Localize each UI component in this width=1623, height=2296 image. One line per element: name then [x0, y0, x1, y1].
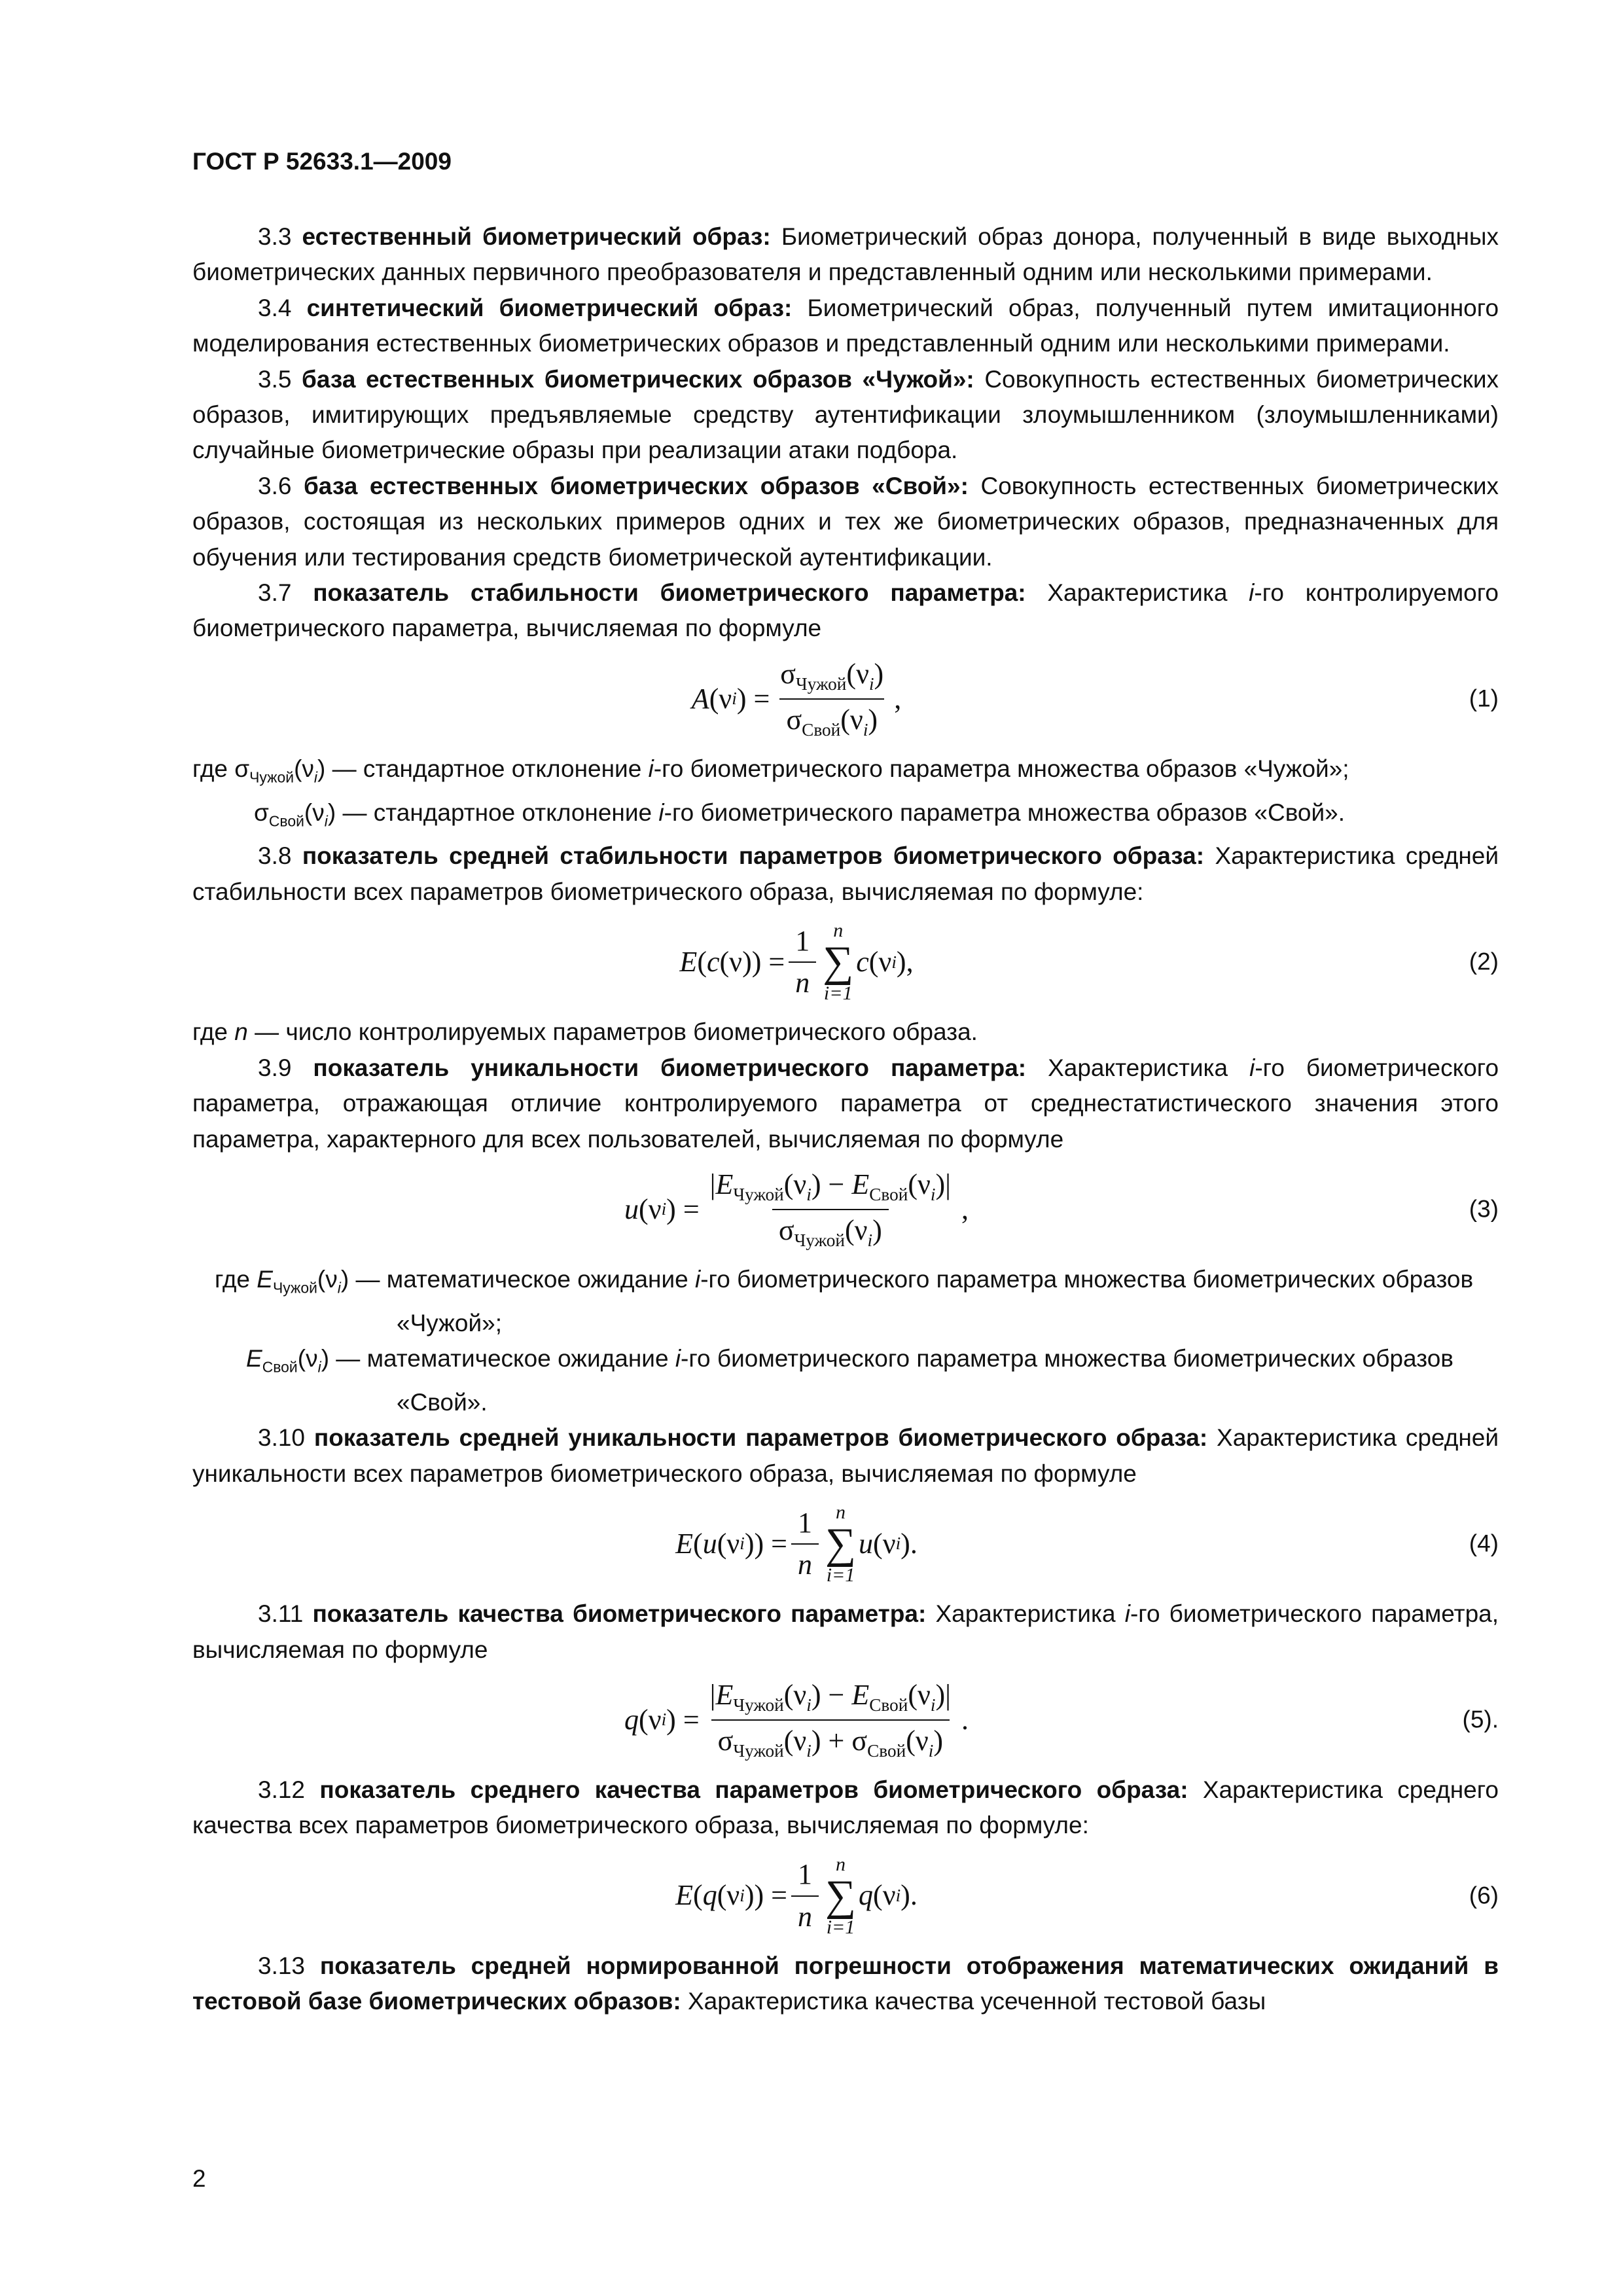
term-3-8: показатель средней стабильности параметров биометрического образа:: [302, 842, 1205, 870]
formula-number: (3): [1469, 1195, 1499, 1223]
page-content: [192, 219, 1499, 2020]
formula-number: (5).: [1462, 1706, 1499, 1733]
section-3-9: 3.9 показатель уникальности биометрического параметра: Характеристика i-го биометрического параметра, отражающая отличие контролируемого параметра от среднестатистического значения этого параметра, характерного для всех пользователей, вычисляемая по формуле: [192, 1054, 1499, 1153]
section-3-3: 3.3 естественный биометрический образ: Биометрический образ донора, полученный в виде выходных биометрических данных первичного преобразователя и представленный одним или несколькими примерами.: [192, 223, 1499, 286]
term-3-9: показатель уникальности биометрического параметра:: [313, 1054, 1027, 1081]
formula-5: q ( ν i ) = $\frac{|E_{Чужой}(\nu_i) - E_{Свой}(\nu_i)|}{\sigma_{Чужой}(\nu_i) + \sigma_{Свой}(\nu_i)}$ . (5).: [624, 1678, 1499, 1761]
sum-operator: n ∑ i=1: [823, 920, 854, 1005]
section-3-8: 3.8 показатель средней стабильности параметров биометрического образа: Характеристика средней стабильности всех параметров биометрического образа, вычисляемая по формуле:: [192, 842, 1499, 905]
where-sigma-own: $\sigma_{Свой}(\nu_i)$ — стандартное отклонение i-го биометрического параметра множества образов «Свой».: [254, 798, 1346, 830]
fraction: $\frac{|E_{Чужой}(\nu_i) - E_{Свой}(\nu_i)|}{\sigma_{Чужой}(\nu_i) + \sigma_{Свой}(\nu_i)}$: [709, 1678, 951, 1761]
fraction: $\frac{1}{n}$: [791, 1507, 819, 1582]
section-3-11: 3.11 показатель качества биометрического параметра: Характеристика i-го биометрического параметра, вычисляемая по формуле: [192, 1600, 1499, 1663]
fraction: $\frac{1}{n}$: [791, 1858, 819, 1933]
term-3-5: база естественных биометрических образов «Чужой»:: [302, 365, 974, 393]
fraction: $\frac{\sigma_{Чужой}(\nu_i)}{\sigma_{Свой}(\nu_i)}$: [780, 657, 884, 740]
section-3-12: 3.12 показатель среднего качества параметров биометрического образа: Характеристика среднего качества всех параметров биометрического образа, вычисляемая по формуле:: [192, 1776, 1499, 1839]
term-3-7: показатель стабильности биометрического параметра:: [313, 579, 1026, 607]
formula-number: (6): [1469, 1882, 1499, 1909]
formula-4: E ( u ( ν i )) = $\frac{1}{n}$ n ∑ i=1 u ( ν i ) . (4): [675, 1501, 1499, 1587]
fraction: $\frac{|E_{Чужой}(\nu_i) - E_{Свой}(\nu_i)|}{\sigma_{Чужой}(\nu_i)}$: [709, 1168, 951, 1250]
section-3-6: 3.6 база естественных биометрических образов «Свой»: Совокупность естественных биометрических образов, состоящая из нескольких примеров одних и тех же биометрических образов, предназначенных для обучения или тестирования средств биометрической аутентификации.: [192, 472, 1499, 571]
term-3-3: естественный биометрический образ:: [302, 223, 771, 250]
where-sigma-alien: где $\sigma_{Чужой}(\nu_i)$ — стандартное отклонение i-го биометрического параметра множества образов «Чужой»;: [192, 755, 1349, 786]
section-3-13: 3.13 показатель средней нормированной погрешности отображения математических ожиданий в тестовой базе биометрических образов: Характеристика качества усеченной тестовой базы: [192, 1952, 1499, 2015]
document-header: ГОСТ Р 52633.1—2009: [192, 148, 452, 175]
term-3-6: база естественных биометрических образов «Свой»:: [303, 472, 969, 499]
term-3-13: показатель средней нормированной погрешности отображения математических ожиданий в тестовой базе биометрических образов:: [192, 1952, 1499, 2015]
term-3-10: показатель средней уникальности параметров биометрического образа:: [313, 1424, 1208, 1452]
where-e-own: $E_{Свой}(\nu_i)$ — математическое ожидание i-го биометрического параметра множества биометрических образов «Свой».: [246, 1345, 1454, 1416]
term-3-4: синтетический биометрический образ:: [306, 294, 793, 321]
section-3-7: 3.7 показатель стабильности биометрического параметра: Характеристика i-го контролируемого биометрического параметра, вычисляемая по формуле: [192, 579, 1499, 642]
section-3-10: 3.10 показатель средней уникальности параметров биометрического образа: Характеристика средней уникальности всех параметров биометрического образа, вычисляемая по формуле: [192, 1424, 1499, 1487]
formula-number: (4): [1469, 1530, 1499, 1557]
sum-operator: n ∑ i=1: [825, 1501, 857, 1587]
formula-2: E ( c ( ν )) = $\frac{1}{n}$ n ∑ i=1 c ( ν i ) , (2): [679, 920, 1499, 1005]
page-number: 2: [192, 2165, 206, 2192]
term-3-12: показатель среднего качества параметров биометрического образа:: [319, 1776, 1188, 1803]
formula-number: (2): [1469, 948, 1499, 976]
where-n: где n — число контролируемых параметров биометрического образа.: [192, 1018, 978, 1046]
term-3-11: показатель качества биометрического параметра:: [312, 1600, 927, 1628]
sum-operator: n ∑ i=1: [825, 1853, 857, 1938]
formula-1: A ( ν i ) = $\frac{\sigma_{Чужой}(\nu_i)}{\sigma_{Свой}(\nu_i)}$ , (1): [691, 657, 1499, 740]
fraction: $\frac{1}{n}$: [789, 925, 816, 1000]
section-3-4: 3.4 синтетический биометрический образ: Биометрический образ, полученный путем имитационного моделирования естественных биометрических образов и представленный одним или несколькими примерами.: [192, 294, 1499, 357]
formula-6: E ( q ( ν i )) = $\frac{1}{n}$ n ∑ i=1 q ( ν i ) . (6): [675, 1853, 1499, 1938]
section-3-5: 3.5 база естественных биометрических образов «Чужой»: Совокупность естественных биометрических образов, имитирующих предъявляемые средству аутентификации злоумышленником (злоумышленниками) случайные биометрические образы при реализации атаки подбора.: [192, 365, 1499, 464]
where-e-alien: где $E_{Чужой}(\nu_i)$ — математическое ожидание i-го биометрического параметра множества биометрических образов «Чужой»;: [215, 1265, 1474, 1336]
formula-3: u ( ν i ) = $\frac{|E_{Чужой}(\nu_i) - E_{Свой}(\nu_i)|}{\sigma_{Чужой}(\nu_i)}$ , (3): [624, 1168, 1499, 1250]
formula-number: (1): [1469, 685, 1499, 712]
